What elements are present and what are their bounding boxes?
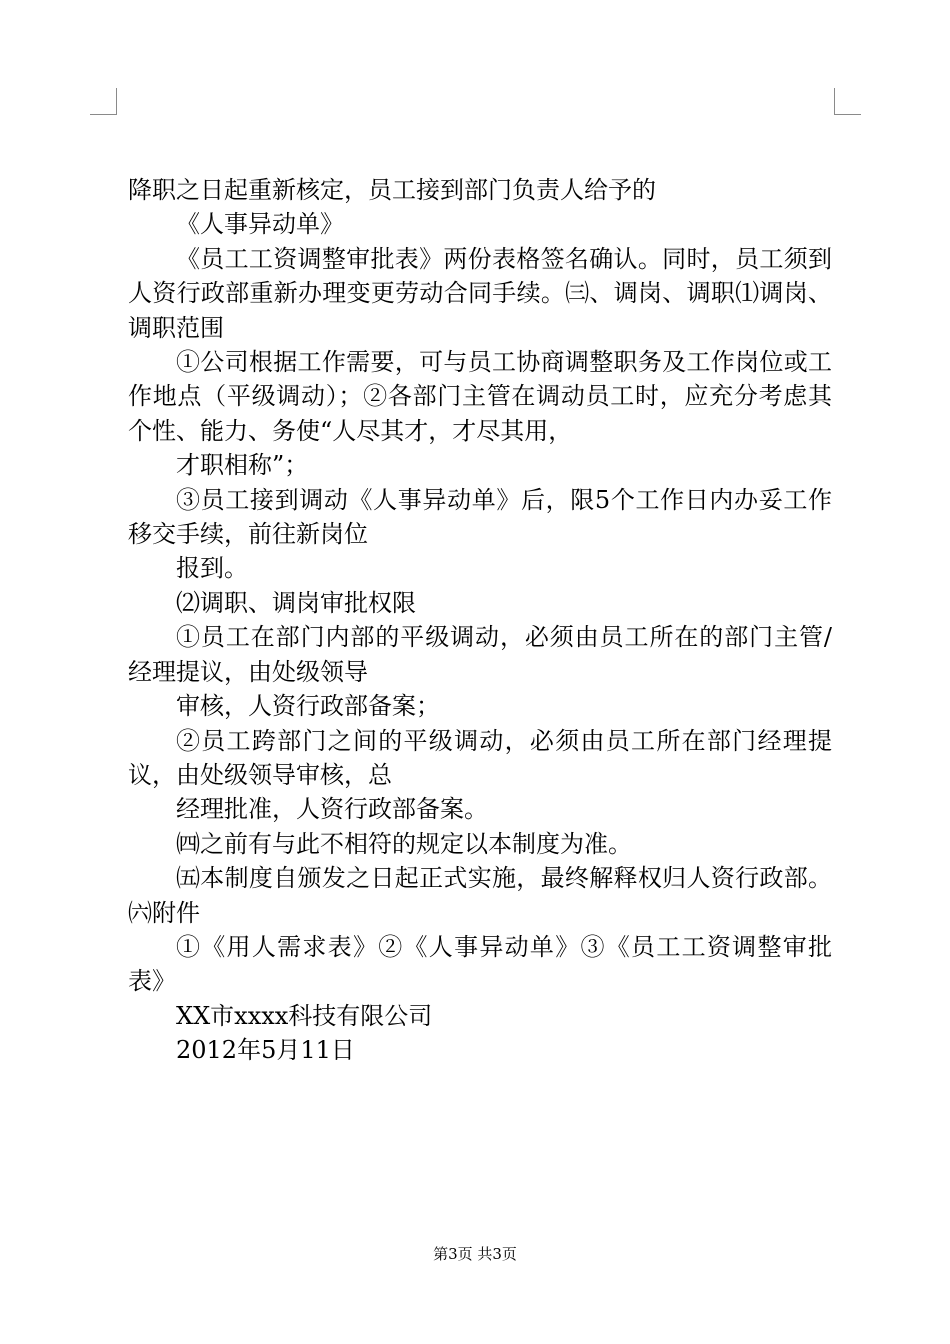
paragraph-7: 报到。 bbox=[176, 554, 248, 583]
paragraph-1: 降职之日起重新核定，员工接到部门负责人给予的 bbox=[128, 176, 656, 204]
paragraph-13: ㈣之前有与此不相符的规定以本制度为准。 bbox=[176, 829, 632, 858]
paragraph-2: 《人事异动单》 bbox=[176, 210, 344, 239]
paragraph-10: 审核，人资行政部备案； bbox=[176, 692, 440, 721]
paragraph-5: 才职相称”； bbox=[176, 451, 309, 480]
paragraph-14: ㈤本制度自颁发之日起正式实施，最终解释权归人资行政部。㈥附件 bbox=[128, 864, 832, 927]
paragraph-6: ③员工接到调动《人事异动单》后，限5个工作日内办妥工作移交手续，前往新岗位 bbox=[128, 485, 832, 549]
page-number-footer: 第3页 共3页 bbox=[433, 1245, 517, 1263]
document-date: 2012年5月11日 bbox=[176, 1036, 355, 1065]
crop-mark-top-left bbox=[90, 88, 117, 115]
paragraph-4: ①公司根据工作需要，可与员工协商调整职务及工作岗位或工作地点（平级调动）；②各部门主管在调动员工时，应充分考虑其个性、能力、务使“人尽其才，才尽其用， bbox=[128, 348, 832, 445]
crop-mark-top-right bbox=[834, 88, 861, 115]
company-name: XX市xxxx科技有限公司 bbox=[176, 1001, 433, 1030]
document-body bbox=[128, 173, 832, 1068]
paragraph-9: ①员工在部门内部的平级调动，必须由员工所在的部门主管/经理提议，由处级领导 bbox=[128, 623, 832, 686]
paragraph-11: ②员工跨部门之间的平级调动，必须由员工所在部门经理提议，由处级领导审核，总 bbox=[128, 726, 832, 789]
paragraph-3: 《员工工资调整审批表》两份表格签名确认。同时，员工须到人资行政部重新办理变更劳动合同手续。㈢、调岗、调职⑴调岗、调职范围 bbox=[128, 244, 832, 342]
paragraph-15: ①《用人需求表》②《人事异动单》③《员工工资调整审批表》 bbox=[128, 932, 832, 996]
paragraph-12: 经理批准，人资行政部备案。 bbox=[176, 795, 488, 824]
paragraph-8: ⑵调职、调岗审批权限 bbox=[176, 588, 416, 617]
